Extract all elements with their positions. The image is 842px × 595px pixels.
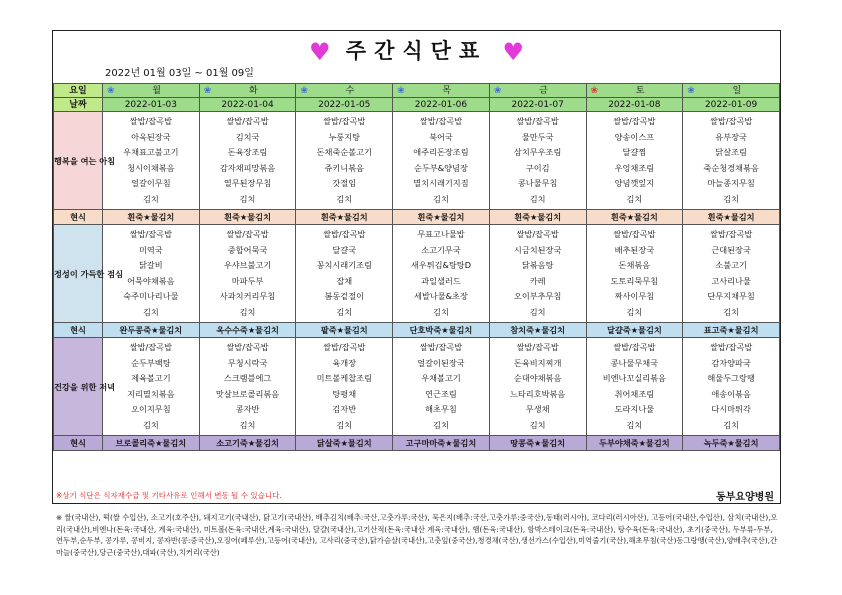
menu-item: 쌀밥/잡곡밥 <box>613 116 656 126</box>
menu-item: 콩나물무침 <box>517 178 558 188</box>
menu-item: 오이지무침 <box>131 404 171 414</box>
menu-item: 쌀밥/잡곡밥 <box>129 229 172 239</box>
menu-item: 쌀밥/잡곡밥 <box>129 116 172 126</box>
day-cell: ❀ 목 <box>393 84 490 98</box>
snack-cell: 땅콩죽★물김치 <box>489 436 586 451</box>
menu-item: 김치 <box>239 193 256 204</box>
menu-item: 돈채죽순볼고기 <box>316 147 372 157</box>
menu-item: 김치 <box>142 419 159 430</box>
menu-item: 사과치커리무침 <box>219 291 276 301</box>
snack-cell: 고구마마죽★물김치 <box>393 436 490 451</box>
snack-cell: 흰죽★물김치 <box>393 210 490 225</box>
snack-row-morning <box>54 210 780 225</box>
flower-icon: ❀ <box>397 85 405 96</box>
menu-item: 김치 <box>723 419 740 430</box>
menu-item: 김치 <box>529 419 546 430</box>
menu-item: 무표고나물밥 <box>417 229 465 239</box>
snack-cell: 흰죽★물김치 <box>296 210 393 225</box>
lunch-cell <box>586 225 683 323</box>
snack-cell: 옥수수죽★물김치 <box>199 323 296 338</box>
snack-row-lunch <box>54 323 780 338</box>
snack-cell: 완두콩죽★물김치 <box>103 323 200 338</box>
menu-item: 얼갈이무침 <box>131 178 171 188</box>
menu-item: 맛살브로콜리볶음 <box>215 388 280 399</box>
menu-item: 멸치시래기지짐 <box>413 178 469 188</box>
snack-cell: 닭살죽★물김치 <box>296 436 393 451</box>
snack-label: 현식 <box>54 323 103 338</box>
dinner-label: 건강을 위한 저녁 <box>54 338 103 436</box>
menu-item: 쌀밥/잡곡밥 <box>419 342 463 352</box>
menu-item: 애송이볶음 <box>711 388 751 399</box>
menu-item: 소불고기 <box>715 260 747 270</box>
date-cell: 2022-01-04 <box>199 98 296 112</box>
breakfast-cell <box>296 112 393 210</box>
origin-notice: ※ 쌀(국내산), 떡(쌀 수입산), 소고기(호주산), 돼지고기(국내산), 닭고기(국내산), 배추김치(배추:국산,고춧가루:국산), 묵은지(배추:국산,고춧가루:중국산),동태(러시아), 코다리(러시아산), 고등어(국내산,수입산), 삼치(국내산),오리(국내산),비엔나(돈육:국내산, 계육:국내산), 미트볼(돈육:국내산,계육:국내산), 달걀(국내산),고기산적(돈육:국내산 계육:국내산), 햄(돈육:국내산), 함박스테이크(돈육:국내산), 탕수육(돈육:국내산), 초기(중국산), 두부류-두부, 연두부,순두부, 콩가루, 콩비지, 콩자반(콩:중국산),오징어(페루산),고등어(국내산), 고사리(중국산),닭가슴살(국내산),고춧잎(중국산),청경채(국산),생선가스(수입산),미역줄기(국산),해초무침(국산)동그랑땡(국산),양배추(국산),간마늘(중국산),당근(중국산),대파(국산),치커리(국산) <box>56 513 778 557</box>
menu-item: 김치 <box>626 306 643 317</box>
menu-item: 애주리돈장조림 <box>413 147 469 157</box>
menu-item: 과일샐러드 <box>421 275 461 286</box>
menu-item: 잡채 <box>336 275 353 286</box>
menu-item: 우채표고불고기 <box>123 147 179 157</box>
menu-item: 제육볼고기 <box>131 373 171 383</box>
menu-item: 마늘종지무침 <box>707 178 755 188</box>
title-text: 주간식단표 <box>345 39 488 63</box>
menu-item: 단무지채무침 <box>707 291 755 301</box>
menu-item: 김치 <box>529 306 546 317</box>
snack-cell: 단호박죽★물김치 <box>393 323 490 338</box>
lunch-row <box>54 225 780 323</box>
dinner-row <box>54 338 780 436</box>
flower-icon: ❀ <box>493 85 502 96</box>
menu-item: 짜사이무침 <box>614 291 655 301</box>
dinner-cell <box>199 338 296 436</box>
menu-period: 2022년 01월 03일 ~ 01월 09일 <box>105 68 254 79</box>
menu-item: 김치 <box>239 419 256 430</box>
menu-item: 쌀밥/잡곡밥 <box>419 116 463 126</box>
menu-item: 우샤브불고기 <box>223 260 272 270</box>
menu-item: 해초무침 <box>425 404 457 414</box>
snack-label: 현식 <box>54 436 103 451</box>
menu-item: 쌀밥/잡곡밥 <box>129 342 172 352</box>
menu-item: 닭볶음탕 <box>521 260 554 270</box>
lunch-cell <box>489 225 586 323</box>
menu-item: 돈육장조림 <box>227 147 268 157</box>
change-notice: ※상기 식단은 식자재수급 및 기타사유로 인해서 변동 될 수 있습니다. <box>56 491 282 500</box>
menu-item: 물만두국 <box>521 131 554 142</box>
menu-item: 달걀국 <box>332 244 357 255</box>
menu-item: 쥬키니볶음 <box>324 162 365 173</box>
menu-item: 돈육비지찌개 <box>513 357 562 368</box>
date-header-row <box>54 98 780 112</box>
menu-item: 달걀찜 <box>622 147 647 157</box>
menu-item: 쌀밥/잡곡밥 <box>613 229 656 239</box>
menu-item: 근대된장국 <box>711 244 751 255</box>
dinner-cell <box>489 338 586 436</box>
breakfast-label: 행복을 여는 아침 <box>54 112 103 210</box>
snack-cell: 팥죽★물김치 <box>296 323 393 338</box>
menu-item: 미트볼케찹조림 <box>316 373 372 383</box>
menu-item: 새우튀김&탕탕D <box>410 260 472 270</box>
snack-cell: 참치죽★물김치 <box>489 323 586 338</box>
menu-item: 고사리나물 <box>711 275 751 286</box>
menu-item: 감자양파국 <box>711 357 751 368</box>
menu-item: 꽁치시래기조림 <box>316 260 372 270</box>
menu-item: 쌀밥/잡곡밥 <box>323 342 366 352</box>
day-cell: ❀ 화 <box>199 84 296 98</box>
menu-item: 느타리호박볶음 <box>509 388 566 399</box>
menu-item: 봄동겉절이 <box>324 291 365 301</box>
dinner-cell <box>586 338 683 436</box>
menu-item: 닭갈비 <box>138 260 163 270</box>
menu-item: 쌀밥/잡곡밥 <box>323 229 366 239</box>
menu-item: 연근조림 <box>425 388 457 399</box>
menu-item: 양념깻잎지 <box>614 178 655 188</box>
heart-icon: ♥ <box>502 38 525 66</box>
breakfast-cell <box>586 112 683 210</box>
lunch-cell <box>296 225 393 323</box>
snack-cell: 녹두죽★물김치 <box>683 436 780 451</box>
menu-item: 얼갈이된장국 <box>417 357 465 368</box>
date-header-label: 날짜 <box>54 98 103 112</box>
date-cell: 2022-01-08 <box>586 98 683 112</box>
menu-item: 카레 <box>529 275 546 286</box>
menu-item: 쌀밥/잡곡밥 <box>613 342 656 352</box>
menu-item: 시금치된장국 <box>513 244 562 255</box>
menu-item: 삼치무우조림 <box>513 147 562 157</box>
date-cell: 2022-01-06 <box>393 98 490 112</box>
menu-item: 어묵야채볶음 <box>127 275 175 286</box>
date-cell: 2022-01-07 <box>489 98 586 112</box>
menu-item: 소고기무국 <box>421 244 461 255</box>
menu-item: 오이부추무침 <box>513 291 562 301</box>
menu-item: 비엔나꼬실리볶음 <box>602 373 666 383</box>
menu-item: 쌀밥/잡곡밥 <box>516 342 559 352</box>
flower-icon: ❀ <box>300 85 308 96</box>
breakfast-cell <box>683 112 780 210</box>
menu-item: 갓절임 <box>332 178 357 188</box>
menu-item: 지리멸치볶음 <box>127 388 175 399</box>
day-cell: ❀ 월 <box>103 84 200 98</box>
menu-item: 콩자반 <box>235 404 260 414</box>
menu-item: 아욱된장국 <box>131 131 171 142</box>
snack-cell: 흰죽★물김치 <box>586 210 683 225</box>
menu-item: 무생채 <box>525 404 550 414</box>
menu-item: 김치 <box>433 306 449 317</box>
menu-item: 김치 <box>626 193 643 204</box>
menu-item: 콩나물무채국 <box>610 357 659 368</box>
menu-item: 쌀밥/잡곡밥 <box>709 229 753 239</box>
snack-label: 현식 <box>54 210 103 225</box>
menu-table <box>53 83 780 451</box>
menu-item: 쌀밥/잡곡밥 <box>226 342 269 352</box>
menu-item: 도라지나물 <box>614 404 655 414</box>
menu-item: 다시마튀각 <box>711 404 751 414</box>
menu-item: 취어채조림 <box>614 388 655 399</box>
menu-item: 김치 <box>723 193 740 204</box>
flower-icon: ❀ <box>107 85 115 96</box>
menu-item: 김치 <box>336 306 353 317</box>
menu-item: 김치 <box>239 306 256 317</box>
menu-item: 순두부&양념장 <box>414 162 468 173</box>
breakfast-cell <box>199 112 296 210</box>
menu-item: 도토리묵무침 <box>610 275 659 286</box>
menu-item: 김자반 <box>332 404 357 414</box>
lunch-label: 정성이 가득한 점심 <box>54 225 103 323</box>
hospital-name: 동부요양병원 <box>716 492 774 503</box>
menu-item: 닭살조림 <box>715 147 747 157</box>
menu-item: 쌀밥/잡곡밥 <box>516 229 559 239</box>
date-cell: 2022-01-05 <box>296 98 393 112</box>
snack-cell: 달걀죽★물김치 <box>586 323 683 338</box>
flower-icon: ❀ <box>590 85 599 96</box>
snack-cell: 흰죽★물김치 <box>199 210 296 225</box>
snack-cell: 브로콜리죽★물김치 <box>103 436 200 451</box>
dinner-cell <box>393 338 490 436</box>
menu-item: 순대야채볶음 <box>513 373 562 383</box>
menu-item: 김치 <box>142 193 159 204</box>
menu-item: 쌀밥/잡곡밥 <box>516 116 559 126</box>
menu-sheet <box>52 30 781 504</box>
breakfast-cell <box>103 112 200 210</box>
menu-item: 쌀밥/잡곡밥 <box>709 116 753 126</box>
menu-item: 유부장국 <box>715 131 747 142</box>
menu-item: 세발나물&초장 <box>414 291 468 301</box>
snack-cell: 흰죽★물김치 <box>683 210 780 225</box>
menu-item: 감자채피망볶음 <box>219 162 276 173</box>
menu-item: 중합어묵국 <box>227 244 268 255</box>
dinner-cell <box>296 338 393 436</box>
flower-icon: ❀ <box>687 85 695 96</box>
day-header-row <box>54 84 780 98</box>
menu-item: 쌀밥/잡곡밥 <box>709 342 753 352</box>
snack-cell: 흰죽★물김치 <box>103 210 200 225</box>
menu-item: 우엉채조림 <box>614 162 655 173</box>
snack-row-dinner <box>54 436 780 451</box>
day-cell: ❀ 금 <box>489 84 586 98</box>
menu-item: 쌀밥/잡곡밥 <box>323 116 366 126</box>
menu-item: 우채볼고기 <box>421 373 461 383</box>
menu-item: 김치 <box>433 193 449 204</box>
menu-item: 순두부백탕 <box>131 357 171 368</box>
menu-item: 해물두그랑땡 <box>707 373 755 383</box>
day-cell: ❀ 일 <box>683 84 780 98</box>
dinner-cell <box>683 338 780 436</box>
menu-item: 돈채볶음 <box>618 260 651 270</box>
breakfast-cell <box>489 112 586 210</box>
lunch-cell <box>199 225 296 323</box>
lunch-cell <box>683 225 780 323</box>
footer-note <box>53 487 780 503</box>
menu-item: 김치 <box>626 419 643 430</box>
date-cell: 2022-01-09 <box>683 98 780 112</box>
day-cell: ❀ 수 <box>296 84 393 98</box>
menu-item: 김치 <box>433 419 449 430</box>
menu-item: 누룽지탕 <box>328 131 361 142</box>
breakfast-row <box>54 112 780 210</box>
menu-item: 육개장 <box>332 357 357 368</box>
menu-item: 김치 <box>529 193 546 204</box>
menu-item: 북어국 <box>429 131 453 142</box>
menu-item: 김치 <box>336 419 353 430</box>
menu-item: 구이김 <box>525 162 550 173</box>
menu-item: 탕평채 <box>332 388 357 399</box>
menu-item: 쌀밥/잡곡밥 <box>226 116 269 126</box>
menu-item: 청시이채볶음 <box>127 162 175 173</box>
menu-item: 배추된장국 <box>614 244 655 255</box>
breakfast-cell <box>393 112 490 210</box>
snack-cell: 소고기죽★물김치 <box>199 436 296 451</box>
menu-item: 김치 <box>142 306 159 317</box>
menu-item: 미역국 <box>138 244 163 255</box>
menu-item: 마파두부 <box>231 275 264 286</box>
page-title <box>53 35 780 66</box>
menu-item: 양송이스프 <box>614 131 655 142</box>
menu-item: 김치국 <box>235 131 260 142</box>
flower-icon: ❀ <box>203 85 212 96</box>
menu-item: 김치 <box>723 306 740 317</box>
dinner-cell <box>103 338 200 436</box>
snack-cell: 흰죽★물김치 <box>489 210 586 225</box>
lunch-cell <box>393 225 490 323</box>
menu-item: 숙주미나리나물 <box>123 291 179 301</box>
date-cell: 2022-01-03 <box>103 98 200 112</box>
day-cell: ❀ 토 <box>586 84 683 98</box>
menu-item: 쌀밥/잡곡밥 <box>226 229 269 239</box>
snack-cell: 표고죽★물김치 <box>683 323 780 338</box>
snack-cell: 두부야채죽★물김치 <box>586 436 683 451</box>
menu-item: 스크램블에그 <box>223 373 272 383</box>
day-header-label: 요일 <box>54 84 103 98</box>
heart-icon: ♥ <box>308 38 331 66</box>
menu-item: 김치 <box>336 193 353 204</box>
menu-item: 무청시락국 <box>227 357 268 368</box>
menu-item: 죽순청경채볶음 <box>703 162 759 173</box>
menu-item: 열무된장무침 <box>223 178 272 188</box>
